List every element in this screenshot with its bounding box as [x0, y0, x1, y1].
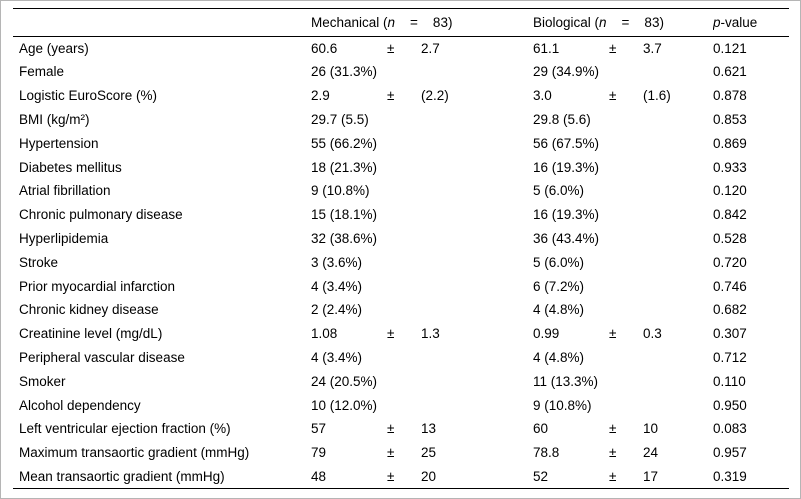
- plus-minus-sign: ±: [387, 468, 395, 484]
- cell-biological: 6 (7.2%): [533, 278, 585, 294]
- table-row: [13, 322, 789, 346]
- row-label: Atrial fibrillation: [19, 183, 111, 199]
- header-mechanical: [311, 9, 533, 37]
- cell-mechanical: 4 (3.4%): [311, 278, 363, 294]
- value: 79: [311, 445, 327, 461]
- cell-pvalue: 0.842: [713, 207, 747, 223]
- header-biological: [533, 9, 713, 37]
- plus-minus-sign: ±: [387, 88, 395, 104]
- table-row: [13, 465, 789, 489]
- cell-pvalue: 0.319: [713, 468, 747, 484]
- plus-minus-sign: ±: [609, 40, 617, 56]
- cell-mechanical: [311, 37, 533, 61]
- row-label: Creatinine level (mg/dL): [19, 326, 163, 342]
- cell-pvalue: 0.528: [713, 231, 747, 247]
- plus-minus-sign: ±: [387, 421, 395, 437]
- row-label: Left ventricular ejection fraction (%): [19, 421, 231, 437]
- row-label: Chronic pulmonary disease: [19, 207, 183, 223]
- row-label: Chronic kidney disease: [19, 302, 159, 318]
- header-biological-n: n: [599, 14, 607, 30]
- table-row: [13, 179, 789, 203]
- table-row: [13, 203, 789, 227]
- baseline-characteristics-table: [13, 8, 789, 489]
- header-mechanical-count: = 83): [395, 14, 453, 30]
- table-row: [13, 84, 789, 108]
- cell-biological: 4 (4.8%): [533, 350, 585, 365]
- cell-pvalue: 0.121: [713, 40, 747, 56]
- std-dev: 24: [643, 445, 659, 461]
- row-label: Peripheral vascular disease: [19, 350, 185, 365]
- cell-pvalue: 0.853: [713, 112, 747, 128]
- table-row: [13, 60, 789, 84]
- value: 60.6: [311, 40, 338, 56]
- row-label: Logistic EuroScore (%): [19, 88, 158, 104]
- cell-biological: 29 (34.9%): [533, 64, 600, 80]
- cell-mechanical: 15 (18.1%): [311, 207, 378, 223]
- std-dev: (2.2): [421, 88, 449, 104]
- cell-mechanical: 4 (3.4%): [311, 350, 363, 365]
- cell-pvalue: 0.083: [713, 421, 747, 437]
- cell-mechanical: 18 (21.3%): [311, 159, 378, 175]
- cell-biological: [533, 37, 713, 61]
- cell-pvalue: 0.950: [713, 397, 747, 413]
- cell-biological: [533, 441, 713, 465]
- table-row: [13, 393, 789, 417]
- cell-mechanical: 29.7 (5.5): [311, 112, 369, 128]
- cell-pvalue: 0.933: [713, 159, 747, 175]
- cell-biological: 11 (13.3%): [533, 373, 599, 389]
- cell-pvalue: 0.307: [713, 326, 747, 342]
- value: 60: [533, 421, 549, 437]
- cell-pvalue: 0.712: [713, 350, 747, 365]
- row-label: Stroke: [19, 254, 59, 270]
- plus-minus-sign: ±: [609, 421, 617, 437]
- plus-minus-sign: ±: [609, 326, 617, 342]
- row-label: Age (years): [19, 40, 89, 56]
- std-dev: 1.3: [421, 326, 440, 342]
- header-biological-count: = 83): [606, 14, 664, 30]
- table-row: [13, 370, 789, 394]
- table-row: [13, 251, 789, 275]
- cell-mechanical: [311, 465, 533, 489]
- cell-mechanical: [311, 84, 533, 108]
- plus-minus-sign: ±: [609, 88, 617, 104]
- value: 3.0: [533, 88, 552, 104]
- std-dev: 2.7: [421, 40, 440, 56]
- cell-mechanical: [311, 441, 533, 465]
- header-pvalue: [713, 9, 789, 37]
- value: 78.8: [533, 445, 560, 461]
- cell-biological: 56 (67.5%): [533, 135, 600, 151]
- cell-mechanical: 3 (3.6%): [311, 254, 363, 270]
- table-row: [13, 441, 789, 465]
- row-label: Hyperlipidemia: [19, 231, 109, 247]
- cell-pvalue: 0.682: [713, 302, 747, 318]
- plus-minus-sign: ±: [609, 445, 617, 461]
- std-dev: 20: [421, 468, 437, 484]
- value: 57: [311, 421, 327, 437]
- cell-biological: 9 (10.8%): [533, 397, 592, 413]
- table-header: [13, 9, 789, 37]
- cell-mechanical: 24 (20.5%): [311, 373, 378, 389]
- table-row: [13, 417, 789, 441]
- table-row: [13, 298, 789, 322]
- row-label: Diabetes mellitus: [19, 159, 122, 175]
- std-dev: (1.6): [643, 88, 671, 104]
- header-pvalue-p: p: [713, 14, 721, 30]
- table-row: [13, 37, 789, 61]
- std-dev: 17: [643, 468, 659, 484]
- value: 52: [533, 468, 549, 484]
- cell-mechanical: 26 (31.3%): [311, 64, 378, 80]
- plus-minus-sign: ±: [387, 326, 395, 342]
- cell-pvalue: 0.878: [713, 88, 747, 104]
- row-label: Hypertension: [19, 135, 99, 151]
- value: 48: [311, 468, 327, 484]
- cell-mechanical: 2 (2.4%): [311, 302, 363, 318]
- table-row: [13, 274, 789, 298]
- row-label: Maximum transaortic gradient (mmHg): [19, 445, 250, 461]
- cell-biological: 16 (19.3%): [533, 159, 600, 175]
- std-dev: 13: [421, 421, 437, 437]
- std-dev: 3.7: [643, 40, 662, 56]
- table-row: [13, 108, 789, 132]
- row-label: Prior myocardial infarction: [19, 278, 176, 294]
- cell-biological: [533, 322, 713, 346]
- value: 1.08: [311, 326, 338, 342]
- cell-mechanical: 55 (66.2%): [311, 135, 378, 151]
- cell-mechanical: [311, 322, 533, 346]
- cell-pvalue: 0.746: [713, 278, 747, 294]
- std-dev: 10: [643, 421, 659, 437]
- plus-minus-sign: ±: [387, 445, 395, 461]
- cell-biological: 16 (19.3%): [533, 207, 600, 223]
- cell-mechanical: 9 (10.8%): [311, 183, 370, 199]
- table-row: [13, 227, 789, 251]
- cell-mechanical: 32 (38.6%): [311, 231, 378, 247]
- cell-pvalue: 0.957: [713, 445, 747, 461]
- row-label: Mean transaortic gradient (mmHg): [19, 468, 225, 484]
- header-row: [13, 9, 789, 37]
- cell-pvalue: 0.869: [713, 135, 747, 151]
- row-label: Smoker: [19, 373, 66, 389]
- header-biological-prefix: Biological (: [533, 14, 600, 30]
- cell-pvalue: 0.621: [713, 64, 747, 80]
- std-dev: 0.3: [643, 326, 662, 342]
- table-row: [13, 132, 789, 156]
- plus-minus-sign: ±: [387, 40, 395, 56]
- cell-pvalue: 0.120: [713, 183, 747, 199]
- cell-biological: [533, 84, 713, 108]
- cell-biological: [533, 417, 713, 441]
- value: 2.9: [311, 88, 330, 104]
- cell-mechanical: 10 (12.0%): [311, 397, 378, 413]
- table-row: [13, 346, 789, 370]
- cell-biological: 5 (6.0%): [533, 254, 585, 270]
- cell-pvalue: 0.720: [713, 254, 747, 270]
- std-dev: 25: [421, 445, 437, 461]
- header-empty-cell: [13, 9, 311, 37]
- value: 0.99: [533, 326, 560, 342]
- cell-pvalue: 0.110: [713, 373, 746, 389]
- row-label: Alcohol dependency: [19, 397, 141, 413]
- cell-biological: 29.8 (5.6): [533, 112, 591, 128]
- table-row: [13, 155, 789, 179]
- table-body: [13, 37, 789, 489]
- header-mechanical-n: n: [387, 14, 396, 30]
- header-pvalue-suffix: -value: [720, 14, 758, 30]
- row-label: Female: [19, 64, 65, 80]
- cell-biological: [533, 465, 713, 489]
- cell-biological: 36 (43.4%): [533, 231, 600, 247]
- header-mechanical-prefix: Mechanical (: [311, 14, 388, 30]
- plus-minus-sign: ±: [609, 468, 617, 484]
- cell-mechanical: [311, 417, 533, 441]
- value: 61.1: [533, 40, 560, 56]
- cell-biological: 4 (4.8%): [533, 302, 585, 318]
- cell-biological: 5 (6.0%): [533, 183, 585, 199]
- row-label: BMI (kg/m²): [19, 112, 90, 128]
